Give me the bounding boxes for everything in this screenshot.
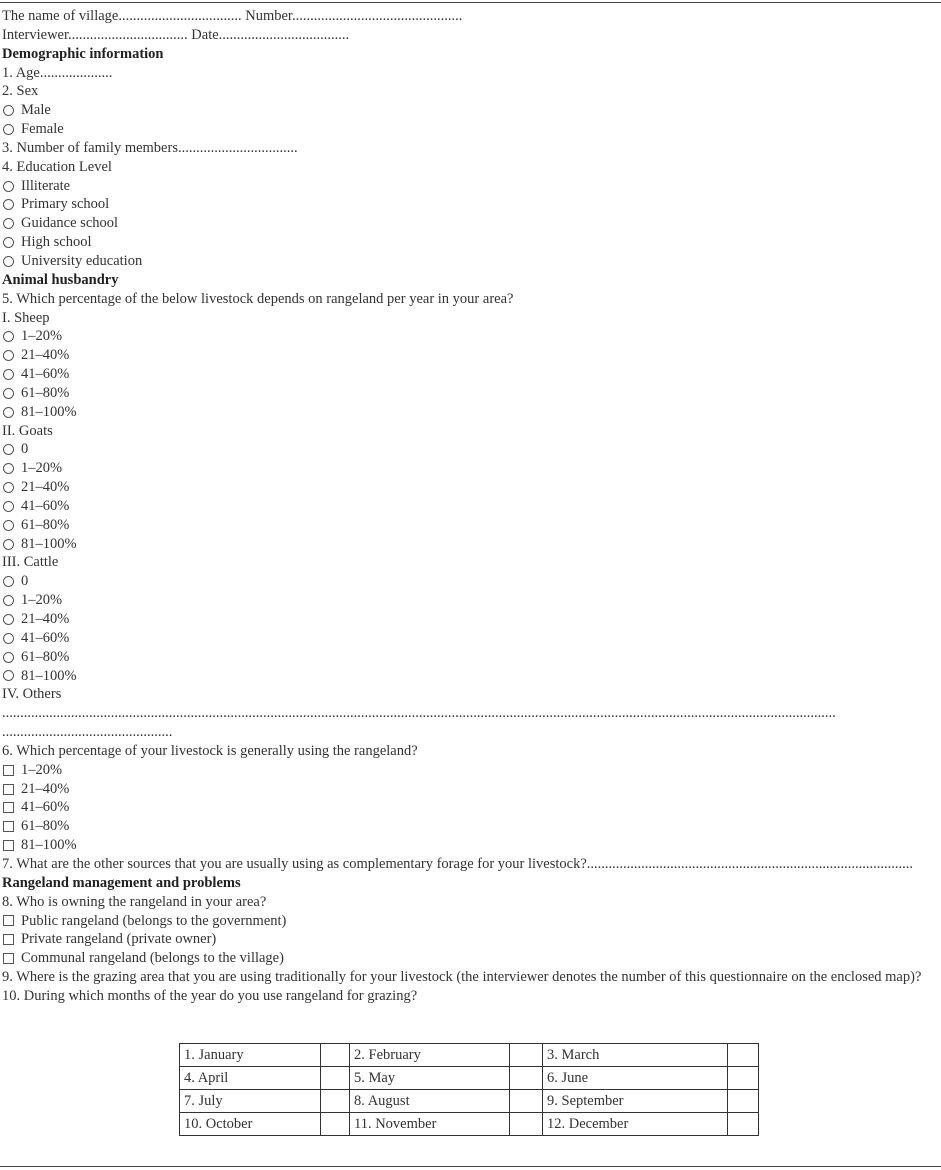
radio-button[interactable] [3, 199, 14, 210]
month-checkbox-cell[interactable] [321, 1067, 350, 1090]
q6-option-label: 61–80% [21, 818, 70, 835]
q6-option-label: 1–20% [21, 761, 63, 778]
radio-button[interactable] [3, 256, 14, 267]
q9-question: 9. Where is the grazing area that you are using traditionally for your livestock (the interviewer denotes the number of this questionnaire on the enclosed map)? [2, 969, 922, 986]
goats-option[interactable] [2, 440, 941, 459]
education-options [2, 177, 941, 271]
month-checkbox-cell[interactable] [321, 1090, 350, 1113]
goats-option-label: 0 [21, 441, 29, 458]
sex-option[interactable] [2, 101, 941, 120]
month-label: 3. March [543, 1044, 728, 1067]
interviewer-date-line [2, 26, 941, 45]
cattle-option[interactable] [2, 591, 941, 610]
management-heading: Rangeland management and problems [2, 874, 241, 891]
q8-question: 8. Who is owning the rangeland in your area? [2, 893, 267, 910]
sex-options [2, 101, 941, 139]
sex-option-label: Male [21, 102, 51, 119]
goats-option-label: 61–80% [21, 516, 70, 533]
goats-options [2, 440, 941, 553]
radio-button[interactable] [3, 444, 14, 455]
month-label: 7. July [180, 1090, 321, 1113]
sheep-option-label: 1–20% [21, 328, 63, 345]
goats-option[interactable] [2, 535, 941, 554]
radio-button[interactable] [3, 181, 14, 192]
months-row [180, 1067, 759, 1090]
months-row [180, 1090, 759, 1113]
radio-button[interactable] [3, 539, 14, 550]
sheep-option-label: 21–40% [21, 347, 70, 364]
sheep-option[interactable] [2, 365, 941, 384]
age-field[interactable]: 1. Age.................... [2, 64, 113, 81]
checkbox[interactable] [3, 934, 14, 945]
education-option[interactable] [2, 233, 941, 252]
month-label: 9. September [543, 1090, 728, 1113]
month-checkbox-cell[interactable] [321, 1113, 350, 1136]
goats-option-label: 41–60% [21, 497, 70, 514]
radio-button[interactable] [3, 652, 14, 663]
goats-option[interactable] [2, 516, 941, 535]
sheep-option[interactable] [2, 327, 941, 346]
cattle-option[interactable] [2, 667, 941, 686]
q6-question: 6. Which percentage of your livestock is generally using the rangeland? [2, 742, 418, 759]
cattle-option-label: 81–100% [21, 667, 77, 684]
month-checkbox-cell[interactable] [728, 1044, 759, 1067]
cattle-label: III. Cattle [2, 554, 59, 571]
month-label: 11. November [350, 1113, 510, 1136]
top-rule [0, 2, 941, 3]
education-option[interactable] [2, 177, 941, 196]
bottom-rule [0, 1166, 941, 1167]
sheep-option[interactable] [2, 403, 941, 422]
month-label: 1. January [180, 1044, 321, 1067]
questionnaire [2, 7, 941, 1006]
sheep-options [2, 327, 941, 421]
month-checkbox-cell[interactable] [321, 1044, 350, 1067]
village-number-line [2, 7, 941, 26]
goats-option[interactable] [2, 478, 941, 497]
others-field-line-2[interactable]: ............................................... [2, 724, 173, 741]
radio-button[interactable] [3, 463, 14, 474]
radio-button[interactable] [3, 614, 14, 625]
goats-option-label: 21–40% [21, 479, 70, 496]
month-label: 2. February [350, 1044, 510, 1067]
checkbox[interactable] [3, 802, 14, 813]
radio-button[interactable] [3, 576, 14, 587]
cattle-option[interactable] [2, 572, 941, 591]
months-table [179, 1043, 759, 1136]
radio-button[interactable] [3, 482, 14, 493]
month-label: 10. October [180, 1113, 321, 1136]
radio-button[interactable] [3, 633, 14, 644]
others-label: IV. Others [2, 686, 62, 703]
q6-option-label: 21–40% [21, 780, 70, 797]
radio-button[interactable] [3, 369, 14, 380]
checkbox[interactable] [3, 765, 14, 776]
animal-heading: Animal husbandry [2, 271, 119, 288]
sheep-option[interactable] [2, 346, 941, 365]
cattle-option[interactable] [2, 648, 941, 667]
goats-option-label: 81–100% [21, 535, 77, 552]
month-label: 5. May [350, 1067, 510, 1090]
cattle-option-label: 0 [21, 573, 29, 590]
months-row [180, 1113, 759, 1136]
others-field-line-1[interactable]: ...................................................................................................................................................................................................................................... [2, 705, 836, 722]
goats-option-label: 1–20% [21, 460, 63, 477]
checkbox[interactable] [3, 784, 14, 795]
sheep-option-label: 61–80% [21, 384, 70, 401]
goats-label: II. Goats [2, 422, 53, 439]
education-option-label: High school [21, 234, 92, 251]
education-option-label: Guidance school [21, 215, 119, 232]
goats-option[interactable] [2, 497, 941, 516]
radio-button[interactable] [3, 124, 14, 135]
education-option-label: Primary school [21, 196, 110, 213]
ownership-option[interactable] [2, 930, 941, 949]
sheep-option-label: 81–100% [21, 403, 77, 420]
q6-option[interactable] [2, 761, 941, 780]
education-option-label: Illiterate [21, 177, 71, 194]
checkbox[interactable] [3, 840, 14, 851]
checkbox[interactable] [3, 953, 14, 964]
ownership-option[interactable] [2, 912, 941, 931]
radio-button[interactable] [3, 407, 14, 418]
radio-button[interactable] [3, 670, 14, 681]
ownership-option-label: Public rangeland (belongs to the government) [21, 912, 287, 929]
month-checkbox-cell[interactable] [510, 1113, 543, 1136]
q5-question: 5. Which percentage of the below livestock depends on rangeland per year in your area? [2, 290, 514, 307]
demographic-heading: Demographic information [2, 45, 164, 62]
cattle-option-label: 61–80% [21, 648, 70, 665]
month-checkbox-cell[interactable] [728, 1090, 759, 1113]
cattle-option[interactable] [2, 629, 941, 648]
number-field[interactable]: Number............................................... [245, 8, 463, 24]
q6-option[interactable] [2, 836, 941, 855]
date-field[interactable]: Date.................................... [191, 26, 350, 43]
radio-button[interactable] [3, 331, 14, 342]
radio-button[interactable] [3, 350, 14, 361]
interviewer-field[interactable]: Interviewer................................. [2, 26, 188, 43]
month-label: 4. April [180, 1067, 321, 1090]
q6-option[interactable] [2, 780, 941, 799]
goats-option[interactable] [2, 459, 941, 478]
radio-button[interactable] [3, 520, 14, 531]
q6-option[interactable] [2, 817, 941, 836]
q8-options [2, 912, 941, 969]
cattle-options [2, 572, 941, 685]
month-checkbox-cell[interactable] [510, 1090, 543, 1113]
month-label: 12. December [543, 1113, 728, 1136]
month-checkbox-cell[interactable] [510, 1067, 543, 1090]
sex-question: 2. Sex [2, 83, 39, 100]
education-option[interactable] [2, 252, 941, 271]
education-option[interactable] [2, 214, 941, 233]
cattle-option[interactable] [2, 610, 941, 629]
months-row [180, 1044, 759, 1067]
sheep-label: I. Sheep [2, 309, 50, 326]
month-checkbox-cell[interactable] [728, 1067, 759, 1090]
education-option-label: University education [21, 252, 143, 269]
education-question: 4. Education Level [2, 158, 112, 175]
radio-button[interactable] [3, 388, 14, 399]
q10-question: 10. During which months of the year do you use rangeland for grazing? [2, 987, 418, 1004]
village-field[interactable]: The name of village.................................. [2, 8, 242, 24]
cattle-option-label: 21–40% [21, 611, 70, 627]
ownership-option[interactable] [2, 949, 941, 968]
radio-button[interactable] [3, 501, 14, 512]
sex-option-label: Female [21, 121, 64, 138]
month-label: 6. June [543, 1067, 728, 1090]
month-checkbox-cell[interactable] [728, 1113, 759, 1136]
radio-button[interactable] [3, 105, 14, 116]
month-checkbox-cell[interactable] [510, 1044, 543, 1067]
family-members-field[interactable]: 3. Number of family members................................. [2, 139, 298, 156]
radio-button[interactable] [3, 237, 14, 248]
q6-options [2, 761, 941, 855]
radio-button[interactable] [3, 218, 14, 229]
q6-option-label: 41–60% [21, 799, 70, 816]
education-option[interactable] [2, 195, 941, 214]
q7-question[interactable]: 7. What are the other sources that you are usually using as complementary forage for your livestock?.......................................................................................... [2, 855, 914, 872]
ownership-option-label: Communal rangeland (belongs to the village) [21, 950, 284, 967]
sheep-option[interactable] [2, 384, 941, 403]
radio-button[interactable] [3, 595, 14, 606]
q6-option-label: 81–100% [21, 837, 77, 854]
checkbox[interactable] [3, 821, 14, 832]
sheep-option-label: 41–60% [21, 366, 70, 383]
q6-option[interactable] [2, 798, 941, 817]
checkbox[interactable] [3, 915, 14, 926]
ownership-option-label: Private rangeland (private owner) [21, 931, 217, 948]
cattle-option-label: 41–60% [21, 629, 70, 646]
cattle-option-label: 1–20% [21, 592, 63, 609]
sex-option[interactable] [2, 120, 941, 139]
month-label: 8. August [350, 1090, 510, 1113]
